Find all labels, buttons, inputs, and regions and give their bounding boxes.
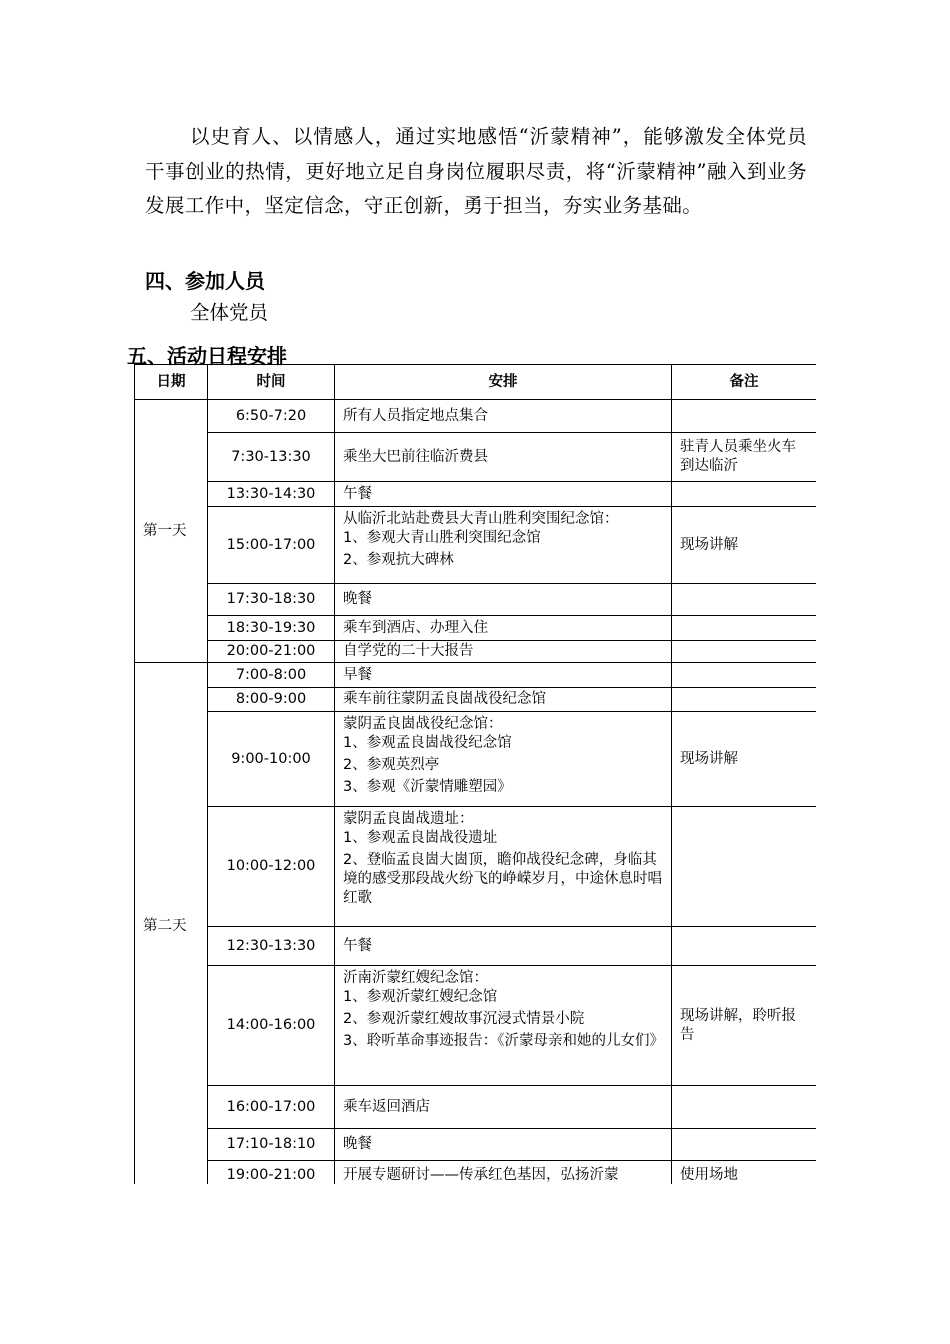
note-cell: 驻青人员乘坐火车到达临沂 bbox=[672, 433, 817, 482]
plan-line: 早餐 bbox=[343, 666, 372, 683]
table-row bbox=[135, 1086, 817, 1129]
time-cell: 19:00-21:00 bbox=[208, 1161, 335, 1185]
note-cell bbox=[672, 400, 817, 433]
plan-line: 2、登临孟良崮大崮顶，瞻仰战役纪念碑，身临其境的感受那段战火纷飞的峥嵘岁月，中途休息时唱红歌 bbox=[343, 852, 662, 906]
table-row bbox=[135, 433, 817, 482]
note-cell bbox=[672, 1086, 817, 1129]
plan-cell bbox=[335, 400, 672, 433]
plan-line: 乘车前往蒙阴孟良崮战役纪念馆 bbox=[343, 691, 546, 707]
time-cell: 6:50-7:20 bbox=[208, 400, 335, 433]
header-time: 时间 bbox=[208, 365, 335, 400]
note-cell bbox=[672, 584, 817, 616]
plan-line: 乘坐大巴前往临沂费县 bbox=[343, 448, 488, 465]
note-cell: 现场讲解，聆听报告 bbox=[672, 966, 817, 1086]
plan-cell bbox=[335, 1161, 672, 1185]
plan-cell bbox=[335, 688, 672, 712]
plan-line: 蒙阴孟良崮战遗址： bbox=[343, 811, 474, 827]
plan-line: 沂南沂蒙红嫂纪念馆： bbox=[343, 970, 488, 986]
plan-line: 1、参观孟良崮战役遗址 bbox=[343, 830, 498, 846]
time-cell: 20:00-21:00 bbox=[208, 641, 335, 663]
time-cell: 16:00-17:00 bbox=[208, 1086, 335, 1129]
table-header-row bbox=[135, 365, 817, 400]
plan-line: 2、参观沂蒙红嫂故事沉浸式情景小院 bbox=[343, 1011, 585, 1027]
table-row bbox=[135, 1129, 817, 1161]
note-cell bbox=[672, 688, 817, 712]
note-cell bbox=[672, 616, 817, 641]
time-cell: 9:00-10:00 bbox=[208, 712, 335, 807]
time-cell: 8:00-9:00 bbox=[208, 688, 335, 712]
plan-line: 晚餐 bbox=[343, 591, 372, 607]
plan-cell bbox=[335, 663, 672, 688]
plan-cell bbox=[335, 433, 672, 482]
table-row bbox=[135, 400, 817, 433]
plan-line: 开展专题研讨——传承红色基因，弘扬沂蒙 bbox=[343, 1167, 619, 1183]
plan-cell bbox=[335, 966, 672, 1086]
note-cell bbox=[672, 641, 817, 663]
time-cell: 17:10-18:10 bbox=[208, 1129, 335, 1161]
plan-cell bbox=[335, 507, 672, 584]
plan-line: 3、参观《沂蒙情雕塑园》 bbox=[343, 779, 512, 795]
plan-line: 午餐 bbox=[343, 485, 372, 502]
note-cell bbox=[672, 1129, 817, 1161]
table-row bbox=[135, 616, 817, 641]
plan-line: 从临沂北站赴费县大青山胜利突围纪念馆： bbox=[343, 511, 619, 527]
table-row bbox=[135, 927, 817, 966]
plan-line: 乘车返回酒店 bbox=[343, 1098, 430, 1115]
table-row bbox=[135, 482, 817, 507]
plan-cell bbox=[335, 482, 672, 507]
plan-cell bbox=[335, 641, 672, 663]
plan-cell bbox=[335, 584, 672, 616]
plan-line: 1、参观沂蒙红嫂纪念馆 bbox=[343, 989, 498, 1005]
intro-paragraph: 以史育人、以情感人，通过实地感悟“沂蒙精神”，能够激发全体党员干事创业的热情，更好地立足自身岗位履职尽责，将“沂蒙精神”融入到业务发展工作中，坚定信念，守正创新，勇于担当，夯实业务基础。 bbox=[145, 125, 807, 217]
note-cell: 现场讲解 bbox=[672, 712, 817, 807]
note-cell bbox=[672, 663, 817, 688]
plan-line: 1、参观大青山胜利突围纪念馆 bbox=[343, 530, 541, 546]
section-4-heading: 四、参加人员 bbox=[145, 269, 265, 293]
time-cell: 10:00-12:00 bbox=[208, 807, 335, 927]
table-row bbox=[135, 641, 817, 663]
time-cell: 15:00-17:00 bbox=[208, 507, 335, 584]
header-note: 备注 bbox=[672, 365, 817, 400]
time-cell: 7:30-13:30 bbox=[208, 433, 335, 482]
table-row bbox=[135, 507, 817, 584]
table-row bbox=[135, 712, 817, 807]
table-row bbox=[135, 584, 817, 616]
plan-line: 蒙阴孟良崮战役纪念馆： bbox=[343, 716, 503, 732]
note-cell bbox=[672, 807, 817, 927]
day2-label: 第二天 bbox=[135, 663, 208, 1185]
time-cell: 14:00-16:00 bbox=[208, 966, 335, 1086]
table-row bbox=[135, 688, 817, 712]
table-row bbox=[135, 807, 817, 927]
section-5-heading: 五、活动日程安排 bbox=[127, 344, 287, 368]
section-4-content: 全体党员 bbox=[190, 301, 269, 324]
plan-cell bbox=[335, 1086, 672, 1129]
note-cell: 现场讲解 bbox=[672, 507, 817, 584]
note-cell bbox=[672, 927, 817, 966]
schedule-table-wrapper bbox=[134, 364, 816, 1184]
plan-line: 午餐 bbox=[343, 937, 372, 954]
plan-line: 自学党的二十大报告 bbox=[343, 643, 474, 659]
plan-cell bbox=[335, 1129, 672, 1161]
note-cell: 使用场地 bbox=[672, 1161, 817, 1185]
table-body bbox=[135, 400, 817, 1185]
table-row bbox=[135, 1161, 817, 1185]
plan-line: 3、聆听革命事迹报告：《沂蒙母亲和她的儿女们》 bbox=[343, 1033, 664, 1049]
plan-line: 乘车到酒店、办理入住 bbox=[343, 619, 488, 636]
plan-line: 晚餐 bbox=[343, 1136, 372, 1152]
table-row bbox=[135, 966, 817, 1086]
plan-line: 2、参观英烈亭 bbox=[343, 757, 440, 773]
day1-label: 第一天 bbox=[135, 400, 208, 663]
time-cell: 18:30-19:30 bbox=[208, 616, 335, 641]
header-plan: 安排 bbox=[335, 365, 672, 400]
time-cell: 7:00-8:00 bbox=[208, 663, 335, 688]
plan-cell bbox=[335, 927, 672, 966]
time-cell: 13:30-14:30 bbox=[208, 482, 335, 507]
table-row bbox=[135, 663, 817, 688]
time-cell: 17:30-18:30 bbox=[208, 584, 335, 616]
plan-cell bbox=[335, 807, 672, 927]
header-date: 日期 bbox=[135, 365, 208, 400]
plan-line: 所有人员指定地点集合 bbox=[343, 407, 488, 424]
schedule-table bbox=[134, 364, 816, 1184]
plan-cell bbox=[335, 616, 672, 641]
plan-cell bbox=[335, 712, 672, 807]
plan-line: 1、参观孟良崮战役纪念馆 bbox=[343, 735, 512, 751]
note-cell bbox=[672, 482, 817, 507]
time-cell: 12:30-13:30 bbox=[208, 927, 335, 966]
plan-line: 2、参观抗大碑林 bbox=[343, 552, 454, 568]
